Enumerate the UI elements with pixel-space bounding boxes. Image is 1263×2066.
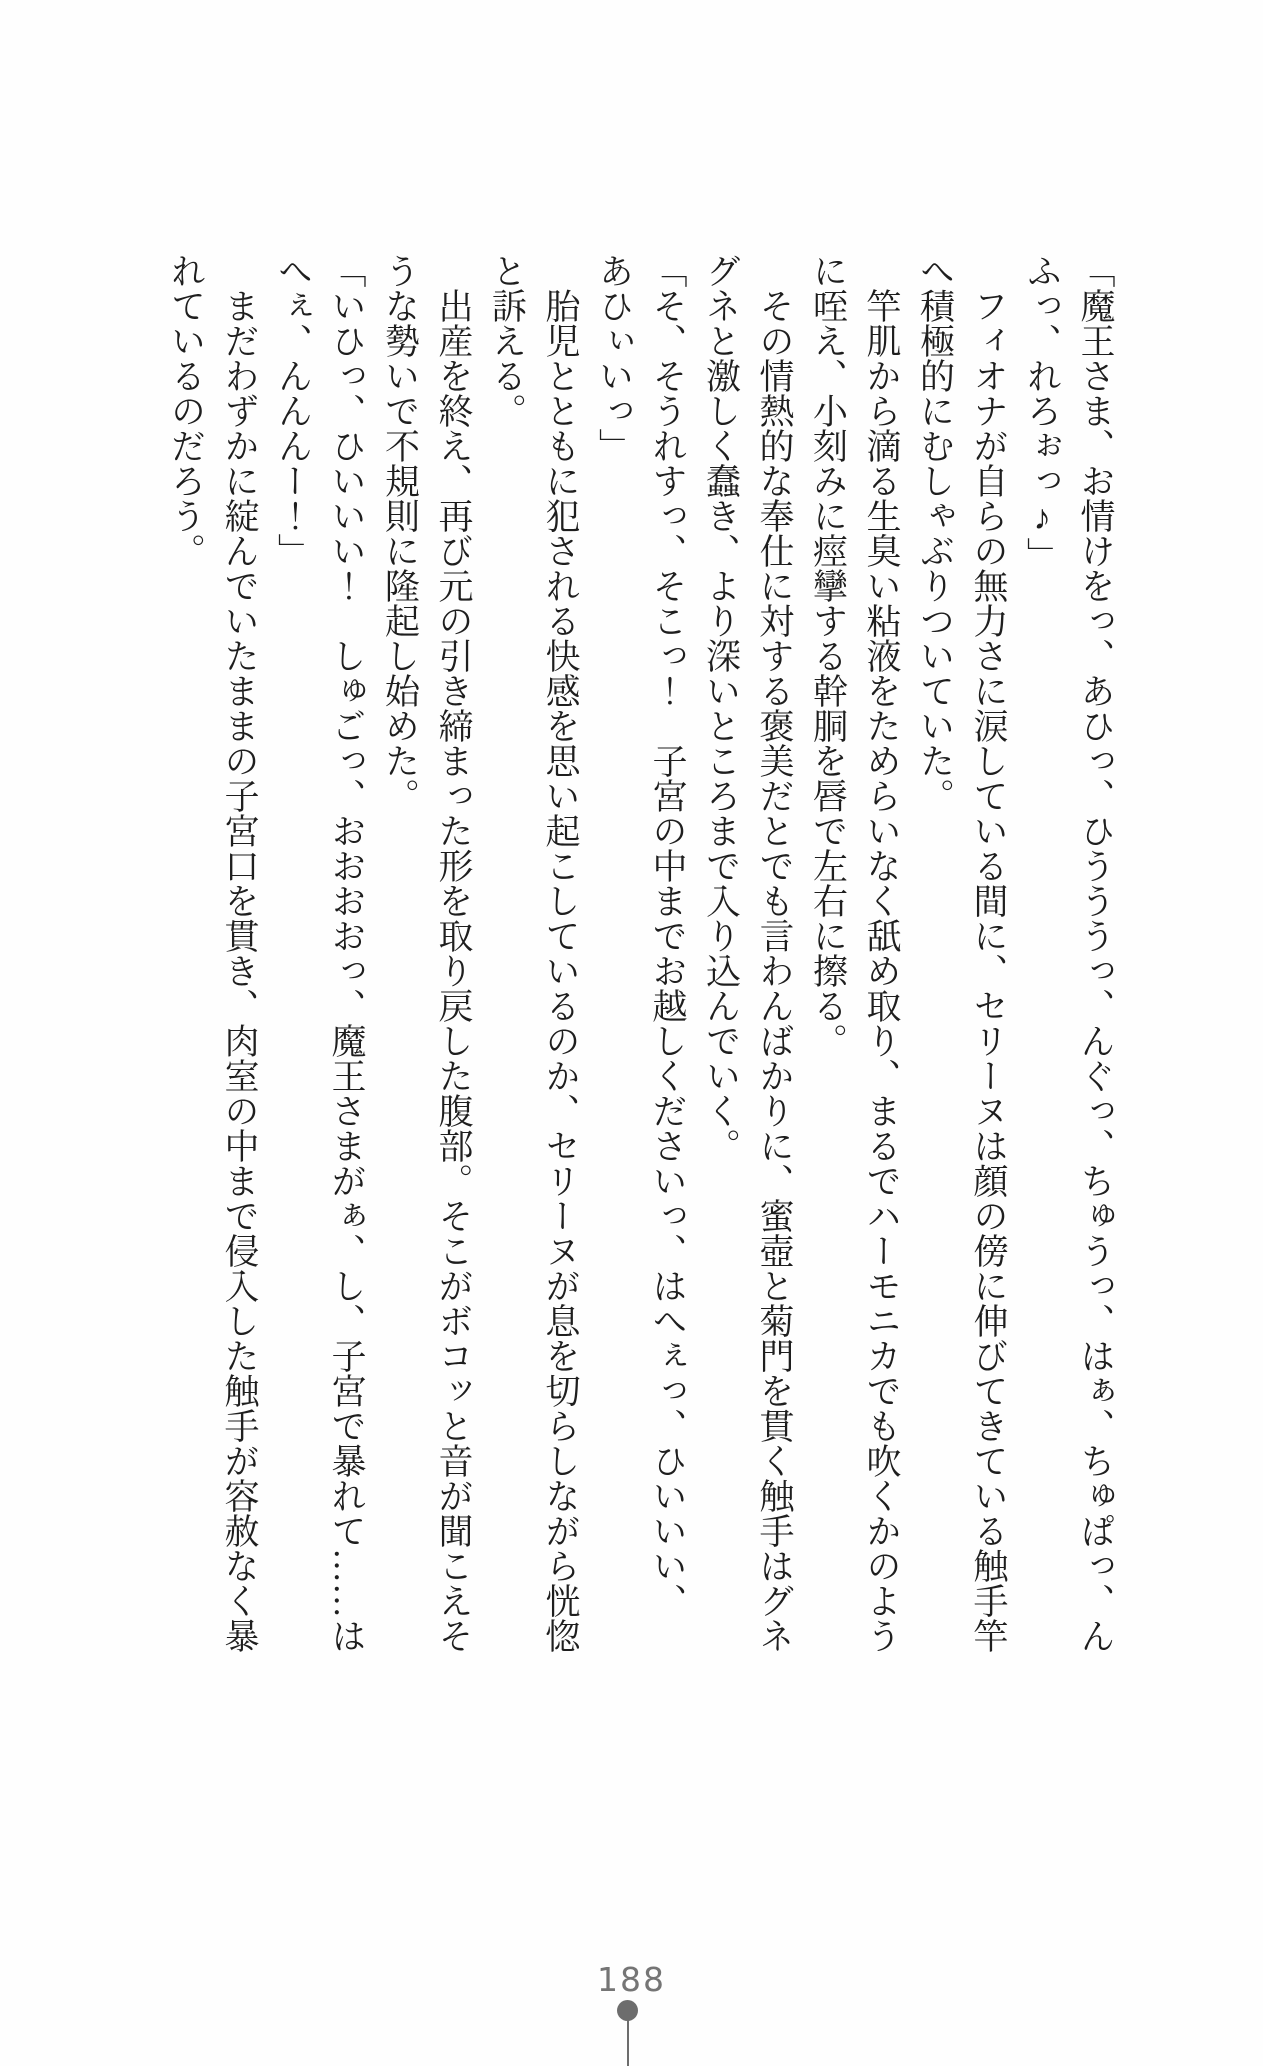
text-column: 「魔王さま、お情けをっ、あひっ、ひうううっ、んぐっ、ちゅうっ、はぁ、ちゅぱっ、ん bbox=[1076, 253, 1115, 1653]
text-column: うな勢いで不規則に隆起し始めた。 bbox=[380, 253, 420, 813]
text-column: へぇ、んんんー！」 bbox=[273, 253, 313, 568]
text-column: 出産を終え、再び元の引き締まった形を取り戻した腹部。そこがボコッと音が聞こえそ bbox=[434, 288, 473, 1653]
pin-stem bbox=[627, 2018, 629, 2066]
page-number: 188 bbox=[597, 1960, 666, 1999]
text-column: あひぃいっ」 bbox=[594, 253, 634, 463]
body-text bbox=[159, 253, 1122, 1653]
text-column: に咥え、小刻みに痙攣する幹胴を唇で左右に擦る。 bbox=[808, 253, 848, 1058]
text-column: と訴える。 bbox=[487, 253, 527, 428]
text-column: ふっ、れろぉっ♪」 bbox=[1022, 253, 1062, 572]
text-column: グネと激しく蠢き、より深いところまで入り込んでいく。 bbox=[701, 253, 741, 1163]
text-column: 「そ、そうれすっ、そこっ！ 子宮の中までお越しくださいっ、はへぇっ、ひいいい、 bbox=[648, 253, 687, 1618]
text-column: 「いひっ、ひいいい！ しゅごっ、おおおおっ、魔王さまがぁ、し、子宮で暴れて……は bbox=[327, 253, 366, 1653]
pin-head bbox=[617, 2000, 638, 2021]
text-column: まだわずかに綻んでいたままの子宮口を貫き、肉室の中まで侵入した触手が容赦なく暴 bbox=[220, 288, 259, 1653]
text-column: へ積極的にむしゃぶりついていた。 bbox=[915, 253, 955, 813]
text-column: その情熱的な奉仕に対する褒美だとでも言わんばかりに、蜜壺と菊門を貫く触手はグネ bbox=[755, 288, 794, 1653]
text-column: 竿肌から滴る生臭い粘液をためらいなく舐め取り、まるでハーモニカでも吹くかのよう bbox=[862, 288, 901, 1653]
text-column: れているのだろう。 bbox=[166, 253, 206, 568]
bookmark-pin-icon bbox=[617, 2000, 638, 2066]
text-column: フィオナが自らの無力さに涙している間に、セリーヌは顔の傍に伸びてきている触手竿 bbox=[969, 288, 1008, 1653]
text-column: 胎児とともに犯される快感を思い起こしているのか、セリーヌが息を切らしながら恍惚 bbox=[541, 288, 580, 1653]
